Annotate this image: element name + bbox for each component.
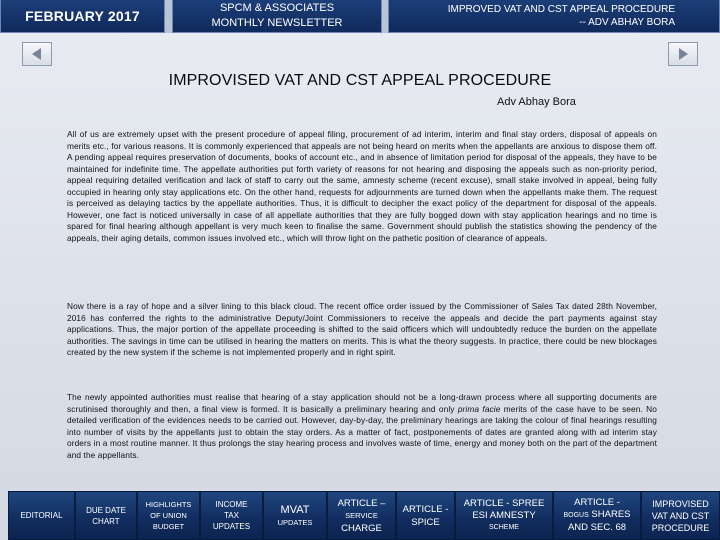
mvat-label-line-1: MVAT	[280, 504, 310, 516]
spice-label-line-2: SPICE	[411, 516, 440, 528]
editorial-label: EDITORIAL	[20, 511, 63, 520]
paragraph-3-text-end: merits of the case have to be seen. No detailed verification of the evidences needs to be carried out. However, day-by-day, the preliminary hearings are taking the colour of final hearings resulting into number of visits by the appellants just to obtain the stay orders. As a matter of fact, postponements of dates are granted along with ad interim stay orders in a most routine manner. It thus prolongs the stay hearing process and involves waste of time, energy and money both on the part of the department and the appellants.	[67, 403, 657, 460]
bogus-label-line-2	[563, 509, 630, 522]
income-tax-updates-button[interactable]	[200, 491, 263, 540]
triangle-left-icon	[29, 46, 45, 62]
improvised-procedure-article-button[interactable]	[641, 491, 720, 540]
paragraph-3-italic-term: prima facie	[457, 403, 501, 414]
triangle-right-icon	[675, 46, 691, 62]
bogus-label-small-word: BOGUS	[563, 512, 589, 519]
article-title-tab: IMPROVED VAT AND CST APPEAL PROCEDURE -- ADV ABHAY BORA	[388, 0, 720, 33]
issue-date-tab: FEBRUARY 2017	[0, 0, 165, 33]
mvat-label-line-2: UPDATES	[277, 518, 313, 527]
income-tax-label-line-1: INCOME	[215, 500, 248, 509]
spree-label-line-1: ARTICLE - SPREE	[463, 498, 545, 509]
spree-label-line-2: ESI AMNESTY	[472, 510, 536, 521]
improvised-label-line-1: IMPROVISED	[652, 498, 709, 509]
spree-label-line-3: SCHEME	[489, 524, 519, 531]
article-heading: IMPROVISED VAT AND CST APPEAL PROCEDURE	[168, 72, 552, 89]
service-charge-article-button[interactable]	[327, 491, 396, 540]
income-tax-label-line-3: UPDATES	[212, 522, 251, 531]
next-page-button[interactable]	[668, 42, 698, 66]
paragraph-1: All of us are extremely upset with the present procedure of appeal filing, procurement of ad interim, interim and final stay orders, disposal of appeals on merits etc., for various reasons. It is commonly experienced that appeals are not being heard on merits when the appellants are anxious to dispose them off. A pending appeal requires preservation of documents, books of account etc., and in absence of limitation period for disposal of the appeals, they have to be maintained for indefinite time. The appellate authorities put forth variety of reasons for not hearing and disposing the appeals such as non-priority period, appeal requiring detailed verification and lack of staff to carry out the same, amnesty scheme (recent excuse), small stake involved in appeal, being fully occupied in hearing only stay applications etc. On the other hand, requests for adjournments are turned down when the appellants make them. The request is perceived as delaying tactics by the appellate authorities. Thus, it is difficult to decipher the exact policy of the department for disposal of the appeals. However, one fact is noticed universally in case of all appellate authorities that they are fully bogged down with stay application hearings and no time is spared for final hearing although appellant is very much keen to finalise the same. Government should publish the statistics showing the pendency of the appeals, their aging details, common issues involved etc., which will throw light on the pathetic position of clearance of appeals.	[67, 129, 657, 243]
spree-esi-amnesty-article-button[interactable]	[455, 491, 553, 540]
editorial-button[interactable]	[8, 491, 75, 540]
service-charge-label-line-3: CHARGE	[341, 522, 382, 534]
budget-label-line-3: BUDGET	[152, 522, 185, 531]
budget-label-line-1: HIGHLIGHTS	[145, 500, 192, 509]
spice-article-button[interactable]	[396, 491, 455, 540]
footer-navigation	[8, 491, 720, 540]
previous-page-button[interactable]	[22, 42, 52, 66]
article-author: Adv Abhay Bora	[497, 96, 576, 108]
due-date-label-line-1: DUE DATE	[86, 505, 126, 515]
due-date-chart-button[interactable]	[75, 491, 137, 540]
improvised-label-line-3: PROCEDURE	[651, 522, 710, 533]
due-date-label-line-2: CHART	[92, 516, 120, 526]
paragraph-3-text-start: The newly appointed authorities must realise that hearing of a stay application should not be a long-drawn process where all supporting documents are scrutinised thoroughly and then, a final view is formed. It is basically a preliminary hearing and only	[67, 392, 657, 414]
improvised-label-line-2: VAT AND CST	[651, 510, 710, 521]
budget-label-line-2: OF UNION	[150, 511, 187, 520]
top-banner	[0, 0, 720, 33]
bogus-label-shares: SHARES	[588, 509, 631, 520]
budget-highlights-button[interactable]	[137, 491, 200, 540]
paragraph-2: Now there is a ray of hope and a silver lining to this black cloud. The recent office order issued by the Commissioner of Sales Tax dated 28th November, 2016 has conferred the rights to the administrative Deputy/Joint Commissioners to receive the appeals and decide the part payments against stay applications. Thus, the major portion of the appellate proceeding is shifted to the said officers which will undoubtedly reduce the burden on the appellate authorities. The savings in time can be utilised in hearing the matters on merits. This is what the theory suggests. In practice, there could be new blockages created by the new system if the scheme is not implemented properly and in right spirit.	[67, 301, 657, 358]
spice-label-line-1: ARTICLE -	[402, 503, 449, 515]
service-charge-label-line-2: SERVICE	[345, 510, 378, 520]
bogus-shares-article-button[interactable]	[553, 491, 641, 540]
mvat-updates-button[interactable]	[263, 491, 327, 540]
bogus-label-line-1: ARTICLE -	[574, 497, 620, 508]
paragraph-3	[67, 392, 657, 461]
service-charge-label-line-1: ARTICLE –	[337, 497, 386, 509]
income-tax-label-line-2: TAX	[224, 511, 239, 520]
newsletter-title-tab[interactable]: SPCM & ASSOCIATES MONTHLY NEWSLETTER	[172, 0, 382, 33]
bogus-label-line-3: AND SEC. 68	[567, 522, 627, 533]
